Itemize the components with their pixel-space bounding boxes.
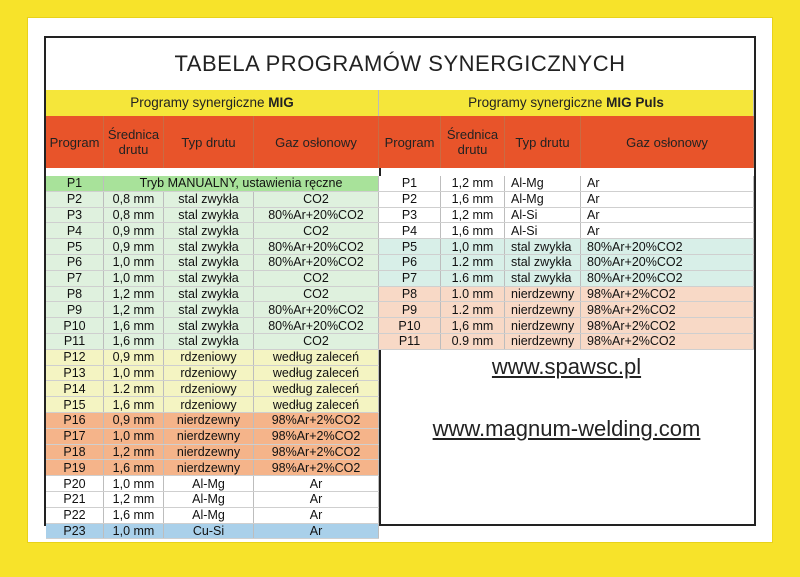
table-row [379, 192, 754, 208]
cell-program: P17 [46, 429, 104, 444]
cell-wire-type: nierdzewny [505, 287, 581, 302]
mig-puls-section [379, 90, 754, 350]
cell-diameter: 1,6 mm [104, 397, 164, 412]
cell-gas: 98%Ar+2%CO2 [254, 429, 379, 444]
table-row [46, 302, 379, 318]
cell-diameter: 1,2 mm [104, 302, 164, 317]
mig-rows [46, 176, 379, 539]
table-row [379, 318, 754, 334]
cell-wire-type: Al-Mg [164, 492, 254, 507]
table-row [46, 239, 379, 255]
cell-program: P4 [46, 223, 104, 238]
cell-wire-type: stal zwykła [164, 208, 254, 223]
cell-gas: według zaleceń [254, 381, 379, 396]
cell-diameter: 1,2 mm [104, 445, 164, 460]
cell-program: P2 [379, 192, 441, 207]
table-row [379, 176, 754, 192]
cell-program: P2 [46, 192, 104, 207]
cell-wire-type: Al-Si [505, 223, 581, 238]
cell-gas: 80%Ar+20%CO2 [581, 271, 754, 286]
cell-program: P16 [46, 413, 104, 428]
cell-wire-type: stal zwykła [164, 287, 254, 302]
cell-gas: według zaleceń [254, 366, 379, 381]
table-row [379, 223, 754, 239]
table-row [46, 318, 379, 334]
cell-program: P19 [46, 460, 104, 475]
cell-gas: Ar [581, 176, 754, 191]
cell-wire-type: rdzeniowy [164, 366, 254, 381]
cell-wire-type: stal zwykła [164, 192, 254, 207]
mig-header-wire: Typ drutu [164, 116, 254, 168]
cell-diameter: 0.9 mm [441, 334, 505, 349]
cell-program: P12 [46, 350, 104, 365]
table-row [46, 350, 379, 366]
cell-diameter: 1,6 mm [441, 192, 505, 207]
table-row [379, 302, 754, 318]
cell-diameter: 1,2 mm [441, 176, 505, 191]
cell-diameter: 0,9 mm [104, 350, 164, 365]
cell-wire-type: Al-Mg [505, 176, 581, 191]
cell-program: P10 [379, 318, 441, 333]
mig-header-diameter: Średnica drutu [104, 116, 164, 168]
table-frame [44, 36, 756, 538]
page-title: TABELA PROGRAMÓW SYNERGICZNYCH [174, 51, 626, 76]
cell-program: P8 [379, 287, 441, 302]
cell-diameter: 1,0 mm [104, 271, 164, 286]
cell-diameter: 1,2 mm [441, 208, 505, 223]
cell-program: P11 [379, 334, 441, 349]
cell-program: P8 [46, 287, 104, 302]
mig-puls-header-diameter: Średnica drutu [441, 116, 505, 168]
cell-gas: 80%Ar+20%CO2 [254, 239, 379, 254]
cell-diameter: 1,2 mm [104, 287, 164, 302]
table-row [46, 366, 379, 382]
mig-puls-rows [379, 176, 754, 350]
cell-gas: Ar [581, 208, 754, 223]
table-row [379, 239, 754, 255]
cell-wire-type: stal zwykła [164, 223, 254, 238]
table-row [379, 287, 754, 303]
cell-wire-type: rdzeniowy [164, 350, 254, 365]
cell-gas: CO2 [254, 192, 379, 207]
cell-wire-type: stal zwykła [164, 334, 254, 349]
mig-puls-band-prefix: Programy synergiczne [468, 95, 603, 110]
cell-diameter: 1,0 mm [104, 255, 164, 270]
table-row [46, 271, 379, 287]
cell-wire-type: stal zwykła [164, 302, 254, 317]
cell-gas: Ar [254, 524, 379, 539]
cell-gas: 98%Ar+2%CO2 [254, 413, 379, 428]
cell-gas: Ar [254, 476, 379, 491]
mig-header-row [46, 116, 379, 168]
table-row [46, 334, 379, 350]
cell-wire-type: Al-Mg [505, 192, 581, 207]
table-row [46, 508, 379, 524]
cell-wire-type: stal zwykła [505, 239, 581, 254]
cell-program: P5 [379, 239, 441, 254]
table-row [46, 492, 379, 508]
cell-wire-type: Al-Mg [164, 476, 254, 491]
cell-wire-type: Cu-Si [164, 524, 254, 539]
cell-wire-type: nierdzewny [505, 302, 581, 317]
cell-wire-type: nierdzewny [164, 445, 254, 460]
cell-gas: 80%Ar+20%CO2 [581, 239, 754, 254]
cell-diameter: 0,8 mm [104, 192, 164, 207]
cell-gas: CO2 [254, 334, 379, 349]
mig-band-bold: MIG [268, 95, 294, 110]
cell-gas: 80%Ar+20%CO2 [254, 255, 379, 270]
table-row [379, 334, 754, 350]
cell-diameter: 1,6 mm [441, 223, 505, 238]
table-row [379, 271, 754, 287]
cell-gas: 98%Ar+2%CO2 [254, 460, 379, 475]
cell-diameter: 1,6 mm [104, 460, 164, 475]
cell-diameter: 1,6 mm [104, 334, 164, 349]
cell-gas: 98%Ar+2%CO2 [581, 302, 754, 317]
table-row [46, 445, 379, 461]
cell-program: P3 [379, 208, 441, 223]
cell-diameter: 1,6 mm [441, 318, 505, 333]
cell-program: P7 [46, 271, 104, 286]
cell-wire-type: stal zwykła [505, 271, 581, 286]
cell-diameter: 1,6 mm [104, 508, 164, 523]
cell-program: P3 [46, 208, 104, 223]
mig-puls-band-bold: MIG Puls [606, 95, 664, 110]
cell-program: P22 [46, 508, 104, 523]
cell-wire-type: stal zwykła [164, 318, 254, 333]
cell-wire-type: stal zwykła [164, 255, 254, 270]
cell-wire-type: Al-Si [505, 208, 581, 223]
table-row [46, 223, 379, 239]
mig-header-program: Program [46, 116, 104, 168]
table-row [46, 208, 379, 224]
mig-puls-band [379, 90, 754, 116]
cell-gas: Ar [581, 223, 754, 238]
mig-puls-header-program: Program [379, 116, 441, 168]
table-row [379, 255, 754, 271]
cell-gas: CO2 [254, 287, 379, 302]
cell-program: P14 [46, 381, 104, 396]
cell-program: P1 [379, 176, 441, 191]
cell-gas: 80%Ar+20%CO2 [254, 302, 379, 317]
table-row [46, 381, 379, 397]
cell-diameter: 1,0 mm [104, 366, 164, 381]
label-card [28, 18, 772, 542]
cell-program: P21 [46, 492, 104, 507]
table-row [46, 192, 379, 208]
mig-puls-header-gas: Gaz osłonowy [581, 116, 754, 168]
cell-wire-type: nierdzewny [164, 460, 254, 475]
mig-puls-header-wire: Typ drutu [505, 116, 581, 168]
cell-diameter: 0,9 mm [104, 239, 164, 254]
cell-program: P1 [46, 176, 104, 191]
cell-program: P9 [46, 302, 104, 317]
cell-wire-type: stal zwykła [505, 255, 581, 270]
cell-gas: 98%Ar+2%CO2 [581, 334, 754, 349]
cell-gas: 98%Ar+2%CO2 [581, 287, 754, 302]
cell-diameter: 1,0 mm [104, 429, 164, 444]
cell-program: P5 [46, 239, 104, 254]
cell-gas: 98%Ar+2%CO2 [581, 318, 754, 333]
cell-diameter: 0,9 mm [104, 413, 164, 428]
cell-diameter: 1,6 mm [104, 318, 164, 333]
cell-diameter: 1.0 mm [441, 287, 505, 302]
cell-wire-type: rdzeniowy [164, 397, 254, 412]
cell-manual-text: Tryb MANUALNY, ustawienia ręczne [104, 176, 379, 191]
cell-diameter: 1,0 mm [104, 476, 164, 491]
cell-program: P9 [379, 302, 441, 317]
cell-diameter: 1.2 mm [441, 302, 505, 317]
cell-gas: Ar [254, 492, 379, 507]
cell-wire-type: rdzeniowy [164, 381, 254, 396]
cell-gas: Ar [254, 508, 379, 523]
cell-program: P7 [379, 271, 441, 286]
table-row [379, 208, 754, 224]
cell-diameter: 1.2 mm [104, 381, 164, 396]
cell-program: P6 [46, 255, 104, 270]
mig-puls-header-row [379, 116, 754, 168]
cell-diameter: 1,0 mm [104, 524, 164, 539]
cell-wire-type: stal zwykła [164, 271, 254, 286]
table-row [46, 397, 379, 413]
table-row [46, 255, 379, 271]
cell-wire-type: nierdzewny [164, 429, 254, 444]
mig-band [46, 90, 379, 116]
table-row [46, 429, 379, 445]
cell-program: P10 [46, 318, 104, 333]
cell-diameter: 1.6 mm [441, 271, 505, 286]
table-row [46, 524, 379, 540]
cell-program: P13 [46, 366, 104, 381]
cell-wire-type: nierdzewny [505, 318, 581, 333]
mig-band-prefix: Programy synergiczne [130, 95, 265, 110]
cell-wire-type: nierdzewny [505, 334, 581, 349]
cell-program: P11 [46, 334, 104, 349]
table-row [46, 413, 379, 429]
cell-program: P4 [379, 223, 441, 238]
cell-gas: według zaleceń [254, 350, 379, 365]
cell-wire-type: Al-Mg [164, 508, 254, 523]
cell-diameter: 0,9 mm [104, 223, 164, 238]
cell-gas: 80%Ar+20%CO2 [581, 255, 754, 270]
cell-program: P20 [46, 476, 104, 491]
cell-program: P23 [46, 524, 104, 539]
cell-gas: według zaleceń [254, 397, 379, 412]
table-row [46, 460, 379, 476]
cell-gas: 98%Ar+2%CO2 [254, 445, 379, 460]
cell-diameter: 1,0 mm [441, 239, 505, 254]
cell-gas: 80%Ar+20%CO2 [254, 208, 379, 223]
cell-diameter: 1.2 mm [441, 255, 505, 270]
cell-wire-type: nierdzewny [164, 413, 254, 428]
cell-diameter: 1,2 mm [104, 492, 164, 507]
cell-gas: CO2 [254, 223, 379, 238]
table-row [46, 287, 379, 303]
cell-gas: CO2 [254, 271, 379, 286]
url-magnum-welding[interactable]: www.magnum-welding.com [432, 416, 701, 441]
mig-section [46, 90, 379, 539]
cell-gas: Ar [581, 192, 754, 207]
cell-program: P15 [46, 397, 104, 412]
cell-program: P18 [46, 445, 104, 460]
cell-wire-type: stal zwykła [164, 239, 254, 254]
cell-diameter: 0,8 mm [104, 208, 164, 223]
table-row-manual [46, 176, 379, 192]
cell-program: P6 [379, 255, 441, 270]
mig-header-gas: Gaz osłonowy [254, 116, 379, 168]
url-spawsc[interactable]: www.spawsc.pl [491, 354, 642, 379]
table-row [46, 476, 379, 492]
cell-gas: 80%Ar+20%CO2 [254, 318, 379, 333]
